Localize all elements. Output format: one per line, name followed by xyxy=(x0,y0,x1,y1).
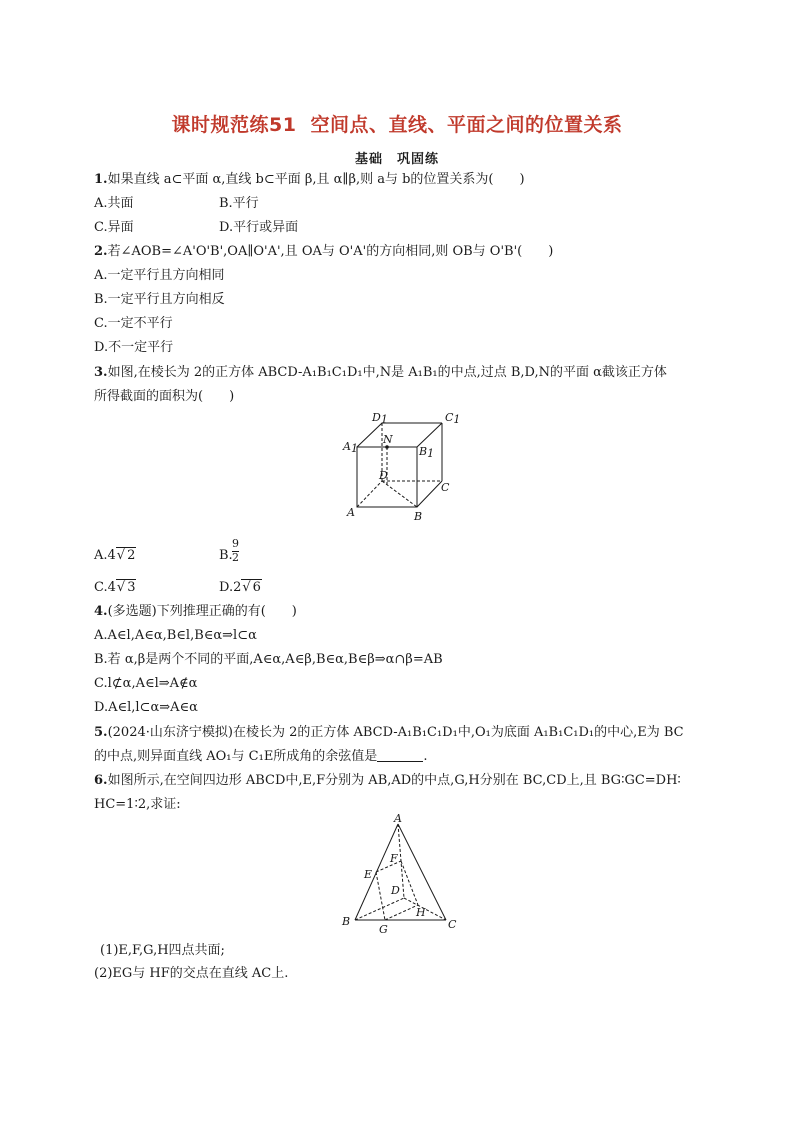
q3-option-b: B. xyxy=(219,548,233,563)
page-title-left: 课时规范练51 xyxy=(171,114,297,136)
q3-option-d-radicand: 6 xyxy=(252,580,261,595)
label-a1: A1 xyxy=(343,440,358,455)
q6-stem-line-2: HC=1∶2,求证: xyxy=(94,797,181,812)
q5-answer-blank[interactable] xyxy=(377,761,423,762)
q4-option-c: C.l⊄α,A∈l⇒A∉α xyxy=(94,676,198,691)
q2-option-a: A.一定平行且方向相同 xyxy=(94,268,225,283)
label-c1: C1 xyxy=(445,411,461,426)
q3-option-c: C.4√ 3 xyxy=(94,580,136,595)
q3-stem-line-2: 所得截面的面积为( ) xyxy=(94,389,235,404)
q4-option-b: B.若 α,β是两个不同的平面,A∈α,A∈β,B∈α,B∈β⇒α∩β=AB xyxy=(94,652,443,667)
section-heading: 基础 巩固练 xyxy=(354,152,439,167)
q5-stem-line-1 xyxy=(94,725,684,741)
q3-option-b-numerator: 9 xyxy=(232,537,239,550)
q3-option-b-denominator: 2 xyxy=(232,551,239,564)
q2-stem-line xyxy=(94,244,553,260)
label-b1: B1 xyxy=(419,445,435,460)
q3-option-a-radicand: 2 xyxy=(127,548,136,563)
q1-stem: 如果直线 a⊂平面 α,直线 b⊂平面 β,且 α∥β,则 a与 b的位置关系为( ) xyxy=(107,172,525,187)
q4-stem-line xyxy=(94,604,297,620)
label-d1: D1 xyxy=(372,411,388,426)
q4-option-d: D.A∈l,l⊂α⇒A∈α xyxy=(94,700,198,715)
label-tet-b: B xyxy=(342,915,351,928)
q4-number: 4. xyxy=(94,604,108,619)
q1-option-c: C.异面 xyxy=(94,220,134,235)
q6-stem-1: 如图所示,在空间四边形 ABCD中,E,F分别为 AB,AD的中点,G,H分别在 BC,CD上,且 BG∶GC=DH∶ xyxy=(107,773,681,788)
q5-stem-1: (2024·山东济宁模拟)在棱长为 2的正方体 ABCD-A₁B₁C₁D₁中,O₁为底面 A₁B₁C₁D₁的中心,E为 BC xyxy=(107,725,684,740)
q1-option-a: A.共面 xyxy=(94,196,134,211)
q1-option-b: B.平行 xyxy=(219,196,259,211)
label-tet-g: G xyxy=(379,923,388,936)
q1-stem-line xyxy=(94,172,525,188)
q5-stem-2: 的中点,则异面直线 AO₁与 C₁E所成角的余弦值是 xyxy=(94,749,378,764)
q3-number: 3. xyxy=(94,365,108,380)
label-tet-a: A xyxy=(394,812,402,825)
q2-option-d: D.不一定平行 xyxy=(94,340,174,355)
q3-stem-line-1 xyxy=(94,365,667,381)
label-tet-c: C xyxy=(448,918,457,931)
q2-number: 2. xyxy=(94,244,108,259)
q6-number: 6. xyxy=(94,773,108,788)
tetrahedron-figure xyxy=(338,812,458,936)
label-tet-f: F xyxy=(390,852,398,865)
cube-figure xyxy=(335,405,465,525)
q3-stem-1: 如图,在棱长为 2的正方体 ABCD-A₁B₁C₁D₁中,N是 A₁B₁的中点,过点 B,D,N的平面 α截该正方体 xyxy=(107,365,667,380)
label-c: C xyxy=(441,481,450,494)
label-n: N xyxy=(383,433,393,446)
q4-stem: (多选题)下列推理正确的有( ) xyxy=(107,604,297,619)
q5-stem-line-2: 的中点,则异面直线 AO₁与 C₁E所成角的余弦值是 . xyxy=(94,749,428,764)
label-tet-e: E xyxy=(364,868,373,881)
q3-option-d: D.2√ 6 xyxy=(219,580,261,595)
label-a: A xyxy=(347,506,355,519)
q2-option-c: C.一定不平行 xyxy=(94,316,173,331)
page-title-right: 空间点、直线、平面之间的位置关系 xyxy=(310,114,623,136)
q2-stem: 若∠AOB=∠A'O'B',OA∥O'A',且 OA与 O'A'的方向相同,则 OB与 O'B'( ) xyxy=(107,244,554,259)
q6-part-1: (1)E,F,G,H四点共面; xyxy=(100,943,225,958)
q5-number: 5. xyxy=(94,725,108,740)
label-d: D xyxy=(379,469,388,482)
q6-stem-line-1 xyxy=(94,773,681,789)
label-b: B xyxy=(414,510,423,523)
q3-option-a: A.4√ 2 xyxy=(94,548,136,563)
q1-option-d: D.平行或异面 xyxy=(219,220,299,235)
page-title xyxy=(0,110,794,137)
q1-number: 1. xyxy=(94,172,108,187)
q4-option-a: A.A∈l,A∈α,B∈l,B∈α⇒l⊂α xyxy=(94,628,257,643)
q6-part-2: (2)EG与 HF的交点在直线 AC上. xyxy=(94,966,289,981)
q2-option-b: B.一定平行且方向相反 xyxy=(94,292,225,307)
label-tet-h: H xyxy=(416,906,426,919)
q3-option-c-radicand: 3 xyxy=(127,580,136,595)
label-tet-d: D xyxy=(391,884,400,897)
